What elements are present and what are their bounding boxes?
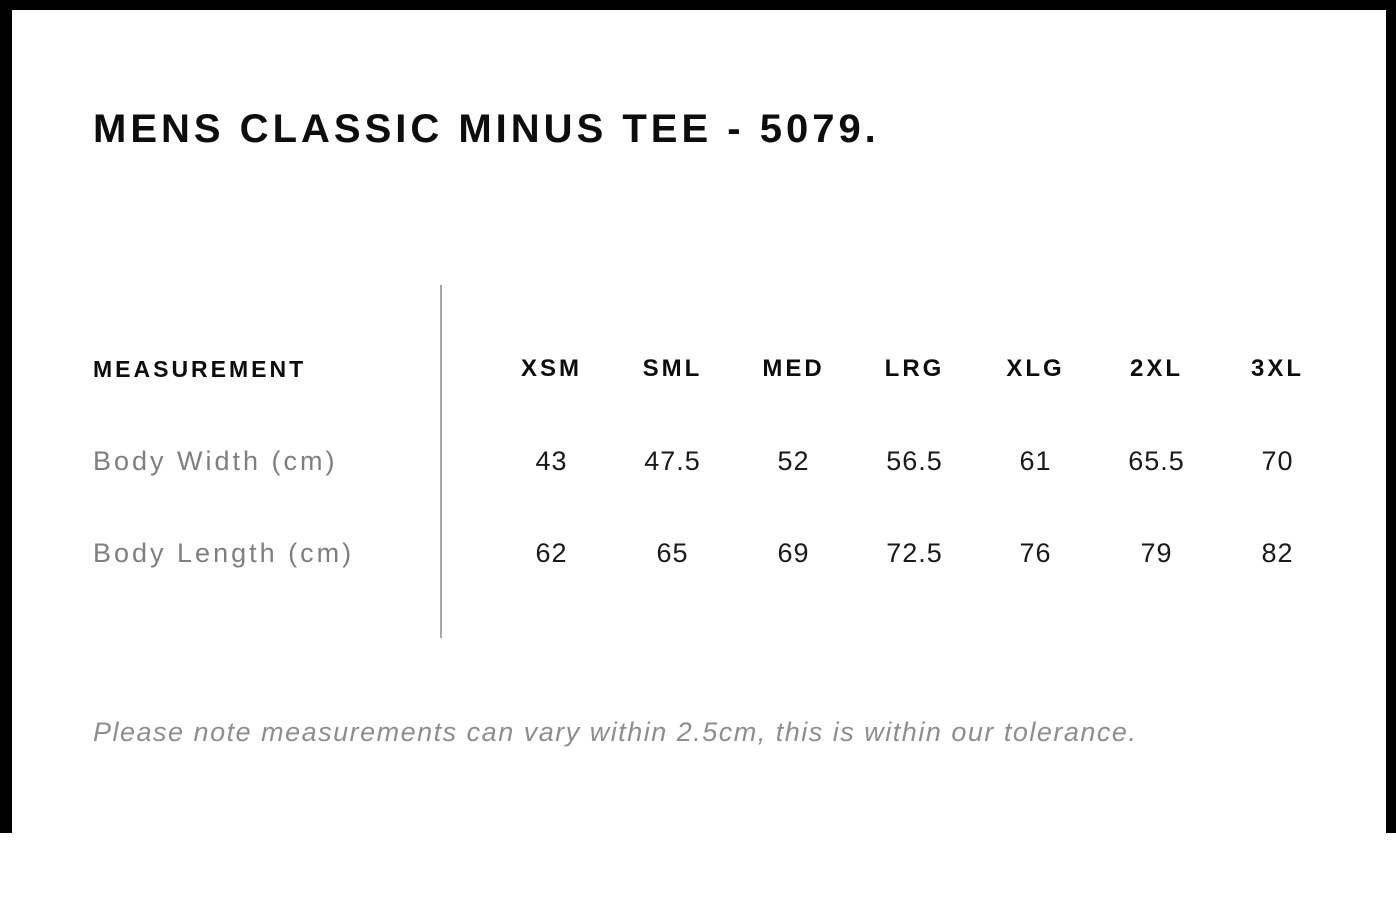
body-length-3xl: 82 (1261, 537, 1294, 568)
body-length-med: 69 (777, 537, 810, 568)
tolerance-note: Please note measurements can vary within 2.5cm, this is within our tolerance. (93, 717, 1138, 747)
body-length-2xl: 79 (1140, 537, 1173, 568)
size-table-grid (93, 323, 1338, 599)
size-header-2xl: 2XL (1129, 355, 1183, 382)
body-width-lrg: 56.5 (886, 445, 943, 476)
body-length-xsm: 62 (535, 537, 568, 568)
size-header-xsm: XSM (520, 355, 582, 382)
page-title: MENS CLASSIC MINUS TEE - 5079. (93, 107, 880, 151)
body-length-lrg: 72.5 (886, 537, 943, 568)
measurement-column-header: MEASUREMENT (93, 355, 307, 382)
size-header-lrg: LRG (884, 355, 945, 382)
body-width-xsm: 43 (535, 445, 568, 476)
body-length-sml: 65 (656, 537, 689, 568)
body-length-xlg: 76 (1019, 537, 1052, 568)
row-label-body-width: Body Width (cm) (93, 445, 338, 476)
size-header-med: MED (762, 355, 825, 382)
body-width-2xl: 65.5 (1128, 445, 1185, 476)
body-width-3xl: 70 (1261, 445, 1294, 476)
body-width-xlg: 61 (1019, 445, 1052, 476)
row-label-body-length: Body Length (cm) (93, 537, 355, 568)
body-width-med: 52 (777, 445, 810, 476)
size-header-sml: SML (642, 355, 703, 382)
body-width-sml: 47.5 (644, 445, 701, 476)
size-chart-page (12, 105, 1386, 918)
size-header-3xl: 3XL (1250, 355, 1304, 382)
size-table (93, 285, 1338, 638)
size-header-xlg: XLG (1006, 355, 1065, 382)
